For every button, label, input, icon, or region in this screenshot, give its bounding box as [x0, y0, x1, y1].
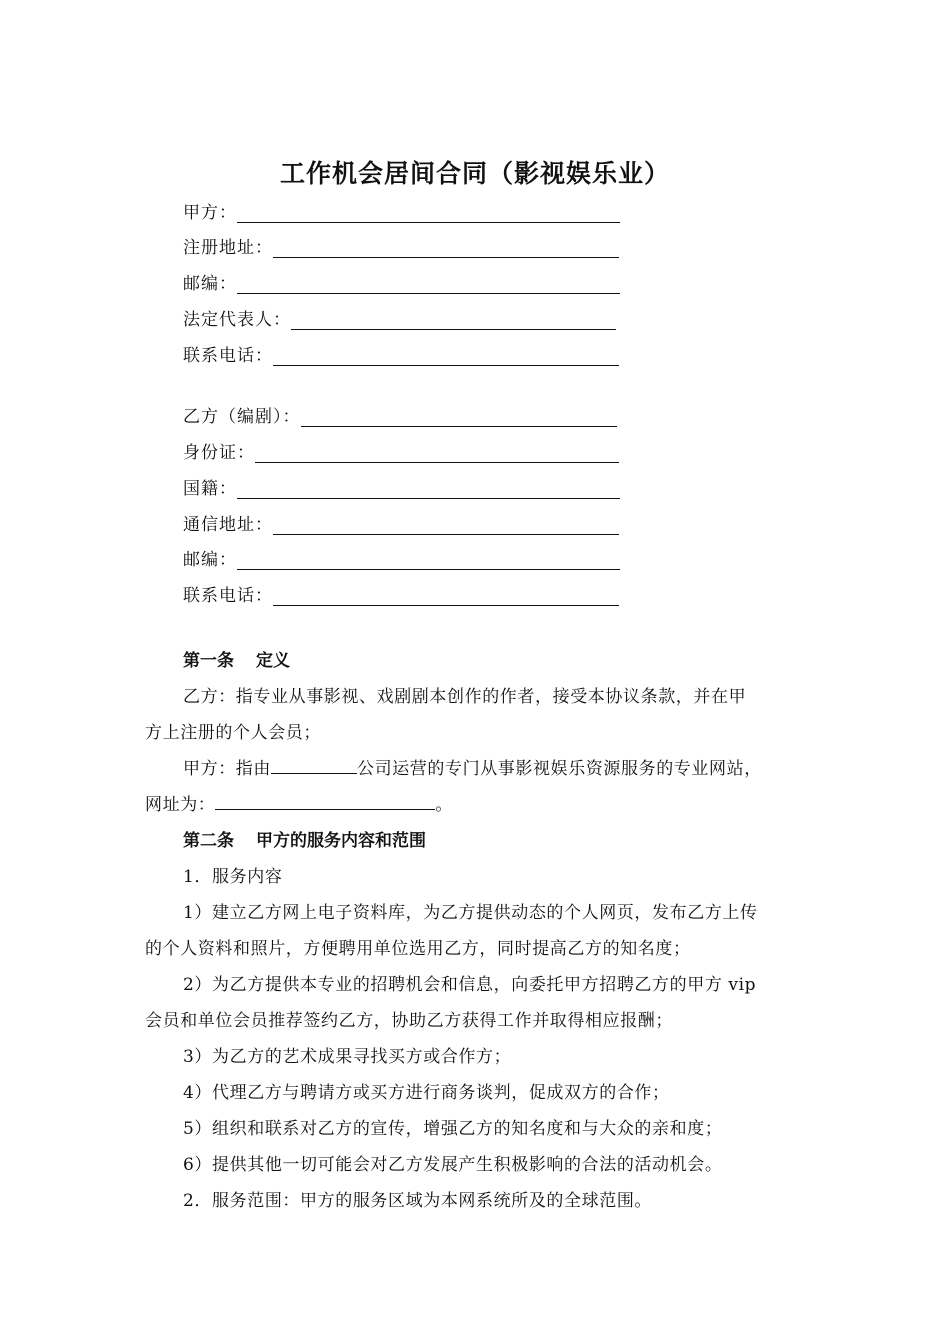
party-b-name-blank[interactable]: [301, 408, 617, 427]
article-2-item-1-line-2: 的个人资料和照片，方便聘用单位选用乙方，同时提高乙方的知名度；: [145, 939, 691, 959]
party-b-id-label: 身份证：: [183, 443, 255, 463]
article-1-para-2-text-b: 公司运营的专门从事影视娱乐资源服务的专业网站，: [357, 759, 762, 779]
party-b-name-label: 乙方（编剧）：: [183, 407, 301, 427]
party-a-name-label: 甲方：: [183, 203, 237, 223]
party-a-phone-label: 联系电话：: [183, 346, 273, 366]
party-a-legal-rep-label: 法定代表人：: [183, 310, 291, 330]
party-b-phone-label: 联系电话：: [183, 586, 273, 606]
article-2-section-1: 1．服务内容: [183, 867, 283, 887]
article-2-item-3: 3）为乙方的艺术成果寻找买方或合作方；: [183, 1047, 512, 1067]
party-b-nationality-label: 国籍：: [183, 479, 237, 499]
article-2-item-5: 5）组织和联系对乙方的宣传，增强乙方的知名度和与大众的亲和度；: [183, 1119, 723, 1139]
party-a-name-blank[interactable]: [237, 204, 620, 223]
article-1-para-1-line-1: 乙方：指专业从事影视、戏剧剧本创作的作者，接受本协议条款，并在甲: [183, 687, 747, 707]
company-name-blank[interactable]: [271, 757, 357, 774]
website-url-blank[interactable]: [215, 793, 435, 810]
article-1-para-1-line-2: 方上注册的个人会员；: [145, 723, 321, 743]
party-b-address-field: [183, 511, 619, 535]
article-1-title: 定义: [256, 651, 290, 671]
article-2-section-2: 2．服务范围：甲方的服务区域为本网系统所及的全球范围。: [183, 1191, 653, 1211]
party-a-address-label: 注册地址：: [183, 238, 273, 258]
party-a-postcode-field: [183, 270, 620, 294]
article-2-item-4: 4）代理乙方与聘请方或买方进行商务谈判，促成双方的合作；: [183, 1083, 670, 1103]
party-b-postcode-blank[interactable]: [237, 551, 620, 570]
party-b-address-label: 通信地址：: [183, 515, 273, 535]
party-b-address-blank[interactable]: [273, 516, 619, 535]
article-2-title: 甲方的服务内容和范围: [256, 831, 426, 851]
article-1-para-2-text-a: 甲方：指由: [183, 759, 271, 779]
party-a-name-field: [183, 199, 620, 223]
party-a-postcode-label: 邮编：: [183, 274, 237, 294]
party-a-postcode-blank[interactable]: [237, 275, 620, 294]
document-title: 工作机会居间合同（影视娱乐业）: [279, 159, 670, 188]
party-b-nationality-blank[interactable]: [237, 480, 620, 499]
party-b-nationality-field: [183, 475, 620, 499]
party-a-legal-rep-field: [183, 306, 616, 330]
article-2-heading: [183, 826, 426, 851]
article-1-para-2-end: 。: [435, 795, 454, 815]
article-1-para-2-line-2: [145, 790, 453, 815]
article-1-number: 第一条: [183, 651, 234, 671]
article-1-heading: [183, 646, 290, 671]
article-2-item-2-line-2: 会员和单位会员推荐签约乙方，协助乙方获得工作并取得相应报酬；: [145, 1011, 673, 1031]
article-1-para-2-url-label: 网址为：: [145, 795, 216, 815]
article-2-item-2-line-1: 2）为乙方提供本专业的招聘机会和信息，向委托甲方招聘乙方的甲方 vip: [183, 975, 757, 995]
party-a-phone-blank[interactable]: [273, 347, 619, 366]
party-b-phone-blank[interactable]: [273, 587, 619, 606]
party-a-legal-rep-blank[interactable]: [291, 311, 616, 330]
party-b-postcode-label: 邮编：: [183, 550, 237, 570]
article-2-number: 第二条: [183, 831, 234, 851]
article-2-item-1-line-1: 1）建立乙方网上电子资料库，为乙方提供动态的个人网页，发布乙方上传: [183, 903, 758, 923]
party-b-phone-field: [183, 582, 619, 606]
party-b-id-field: [183, 439, 619, 463]
party-a-address-field: [183, 234, 619, 258]
article-2-item-6: 6）提供其他一切可能会对乙方发展产生积极影响的合法的活动机会。: [183, 1155, 723, 1175]
party-a-address-blank[interactable]: [273, 239, 619, 258]
party-a-phone-field: [183, 342, 619, 366]
party-b-id-blank[interactable]: [255, 444, 619, 463]
party-b-name-field: [183, 403, 617, 427]
party-b-postcode-field: [183, 546, 620, 570]
article-1-para-2-line-1: [183, 754, 762, 779]
